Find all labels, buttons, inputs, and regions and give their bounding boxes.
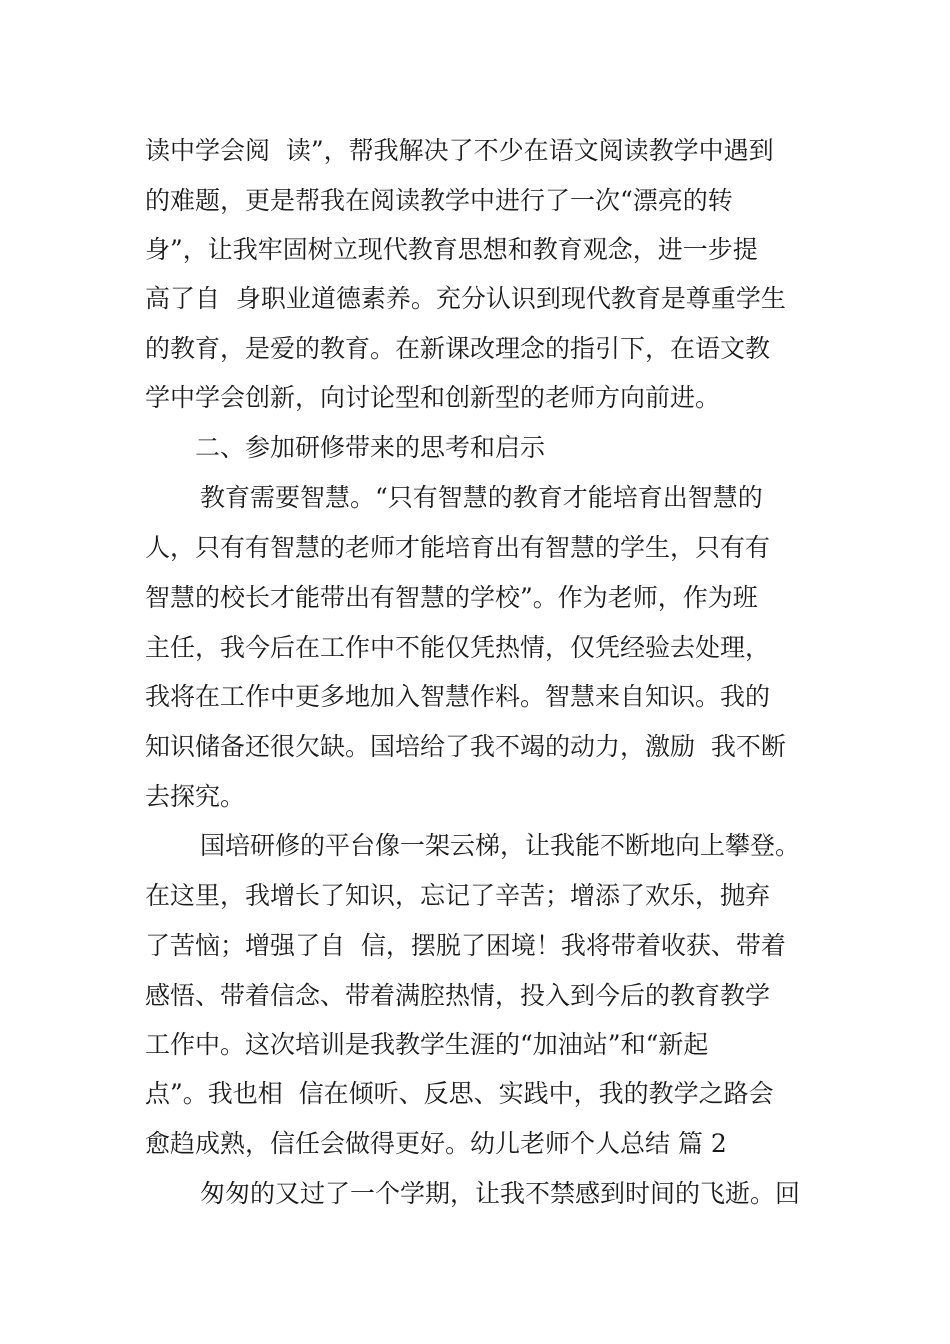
text-line: 点”。我也相 信在倾听、反思、实践中，我的教学之路会 — [145, 1079, 774, 1108]
text-line: 人，只有有智慧的老师才能培育出有智慧的学生，只有有 — [145, 533, 771, 562]
text-line: 的难题，更是帮我在阅读教学中进行了一次“漂亮的转 — [145, 186, 733, 215]
text-line: 学中学会创新，向讨论型和创新型的老师方向前进。 — [145, 383, 721, 412]
text-line: 了苦恼；增强了自 信，摆脱了困境！我将带着收获、带着 — [145, 931, 786, 960]
text-line: 去探究。 — [145, 782, 246, 811]
section-heading: 二、参加研修带来的思考和启示 — [195, 433, 546, 462]
text-line: 高了自 身职业道德素养。充分认识到现代教育是尊重学生 — [145, 284, 786, 313]
text-line: 主任，我今后在工作中不能仅凭热情，仅凭经验去处理， — [145, 633, 771, 662]
paragraph-start: 国培研修的平台像一架云梯，让我能不断地向上攀登。 — [200, 831, 801, 860]
paragraph-start: 匆匆的又过了一个学期，让我不禁感到时间的飞逝。回 — [200, 1179, 801, 1208]
text-line: 读中学会阅 读”，帮我解决了不少在语文阅读教学中遇到 — [145, 136, 774, 165]
text-line: 在这里，我增长了知识，忘记了辛苦；增添了欢乐，抛弃 — [145, 881, 771, 910]
text-line: 愈趋成熟，信任会做得更好。幼儿老师个人总结 篇 2 — [145, 1129, 727, 1158]
paragraph-start: 教育需要智慧。“只有智慧的教育才能培育出智慧的 — [200, 483, 763, 512]
text-line: 感悟、带着信念、带着满腔热情，投入到今后的教育教学 — [145, 981, 771, 1010]
text-line: 的教育，是爱的教育。在新课改理念的指引下，在语文教 — [145, 334, 771, 363]
text-line: 智慧的校长才能带出有智慧的学校”。作为老师，作为班 — [145, 583, 758, 612]
text-line: 知识储备还很欠缺。国培给了我不竭的动力，激励 我不断 — [145, 732, 786, 761]
text-line: 身”，让我牢固树立现代教育思想和教育观念，进一步提 — [145, 235, 758, 264]
text-line: 工作中。这次培训是我教学生涯的“加油站”和“新起 — [145, 1030, 709, 1059]
text-line: 我将在工作中更多地加入智慧作料。智慧来自知识。我的 — [145, 682, 771, 711]
